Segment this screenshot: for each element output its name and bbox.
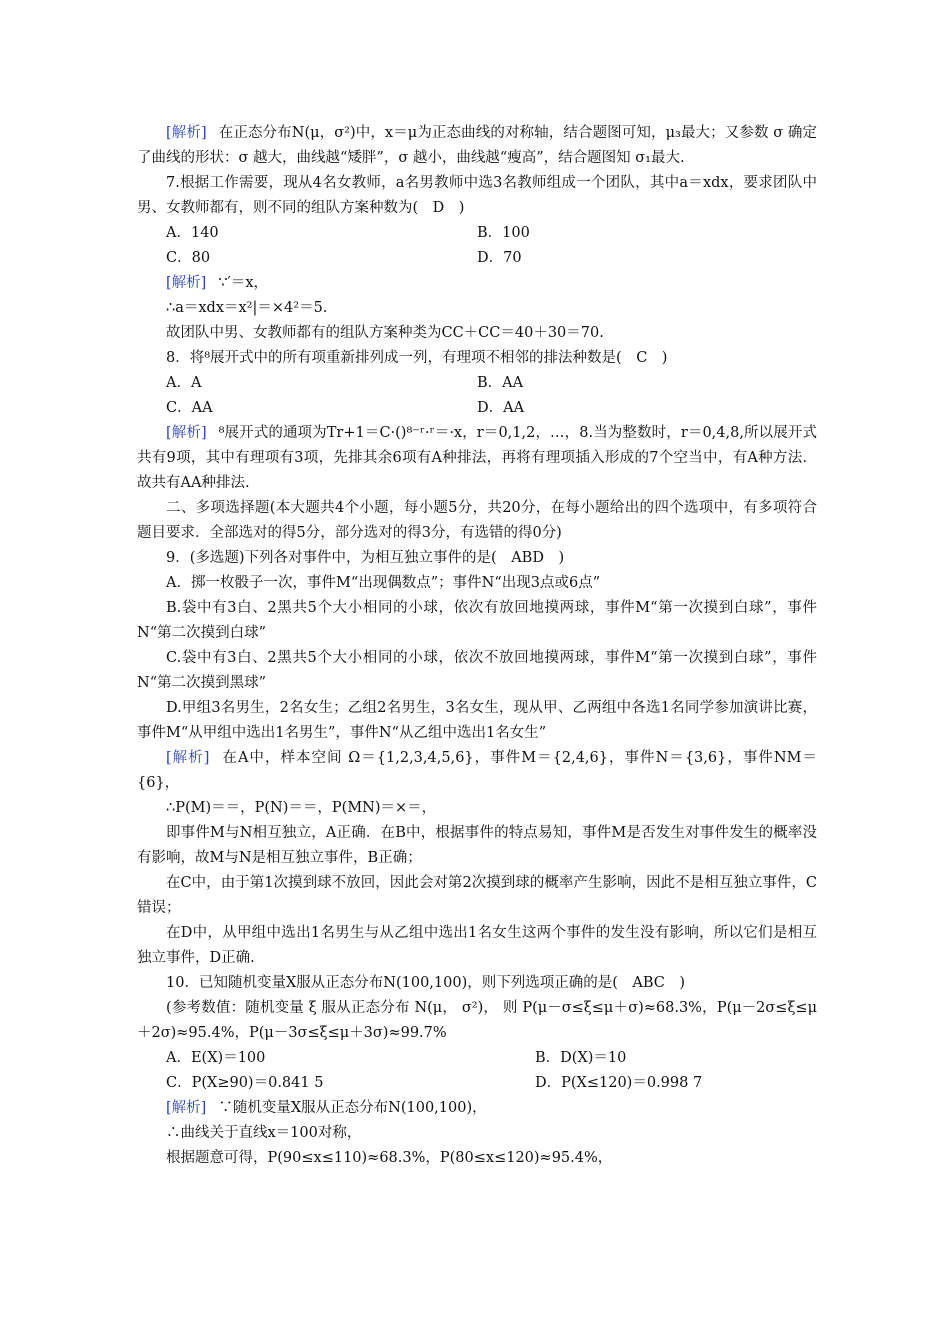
analysis-line: 根据题意可得，P(90≤x≤110)≈68.3%，P(80≤x≤120)≈95.4%， [166, 1150, 613, 1166]
analysis-q10 [137, 1096, 817, 1121]
analysis-tag: [解析] [166, 1100, 207, 1116]
q10-options-cd [137, 1071, 817, 1096]
option-d: D．AA [477, 400, 525, 416]
option-c: C．P(X≥90)＝0.841 5 [166, 1075, 324, 1091]
option-b: B．D(X)＝10 [535, 1050, 627, 1066]
option-b: B．AA [477, 375, 524, 391]
option-a: A．E(X)＝100 [166, 1050, 266, 1066]
option-a: A．A [166, 375, 202, 391]
q8-options-cd [137, 396, 817, 421]
q10-options-ab [137, 1046, 817, 1071]
q9-option-a: A．掷一枚骰子一次，事件M“出现偶数点”；事件N“出现3点或6点” [166, 575, 601, 591]
analysis-tag: [解析] [166, 425, 207, 441]
question-9: 9．(多选题)下列各对事件中，为相互独立事件的是( ABD ) [166, 550, 565, 566]
analysis-paragraph: 即事件M与N相互独立，A正确．在B中，根据事件的特点易知，事件M是否发生对事件发生的概率没有影响，故M与N是相互独立事件，B正确； [137, 825, 817, 866]
analysis-text: ∵′＝x， [218, 275, 269, 291]
analysis-q7 [137, 271, 817, 296]
analysis-q6 [137, 121, 817, 171]
document-page [137, 121, 817, 1171]
q9-option-d: D.甲组3名男生，2名女生；乙组2名男生，3名女生，现从甲、乙两组中各选1名同学参加演讲比赛，事件M“从甲组中选出1名男生”，事件N“从乙组中选出1名女生” [137, 700, 817, 741]
q9-option-c: C.袋中有3白、2黑共5个大小相同的小球，依次不放回地摸两球，事件M“第一次摸到白球”，事件N“第二次摸到黑球” [137, 650, 817, 691]
question-10: 10．已知随机变量X服从正态分布N(100,100)，则下列选项正确的是( ABC ) [166, 975, 686, 991]
option-d: D．70 [477, 250, 522, 266]
analysis-line: ∴a＝xdx＝x²|＝×4²＝5. [166, 300, 328, 316]
analysis-text: ⁸展开式的通项为Tr+1＝C·()⁸⁻ʳ·ʳ＝·x，r＝0,1,2，…，8.当为整数时，r＝0,4,8,所以展开式共有9项，其中有理项有3项，先排其余6项有A种排法，再将有理项插入形成的7个空当中，有A种方法．故共有AA种排法. [137, 425, 817, 491]
q9-option-b: B.袋中有3白、2黑共5个大小相同的小球，依次有放回地摸两球，事件M“第一次摸到白球”，事件N“第二次摸到白球” [137, 600, 817, 641]
option-c: C．80 [166, 250, 211, 266]
section-heading-multiple-choice: 二、多项选择题(本大题共4个小题，每小题5分，共20分，在每小题给出的四个选项中，有多项符合题目要求．全部选对的得5分，部分选对的得3分，有选错的得0分) [137, 500, 817, 541]
analysis-q8 [137, 421, 817, 496]
analysis-paragraph: 在C中，由于第1次摸到球不放回，因此会对第2次摸到球的概率产生影响，因此不是相互独立事件，C错误； [137, 875, 817, 916]
analysis-q9 [137, 746, 817, 796]
analysis-tag: [解析] [166, 275, 207, 291]
analysis-tag: [解析] [166, 750, 210, 766]
question-7: 7.根据工作需要，现从4名女教师，a名男教师中选3名教师组成一个团队，其中a＝xdx，要求团队中男、女教师都有，则不同的组队方案种数为( D ) [137, 175, 817, 216]
analysis-text: 在正态分布N(μ，σ²)中，x＝μ为正态曲线的对称轴，结合题图可知，μ₃最大；又参数 σ 确定了曲线的形状：σ 越大，曲线越“矮胖”，σ 越小，曲线越“瘦高”，结合题图知 σ₁最大. [137, 125, 817, 166]
option-c: C．AA [166, 400, 213, 416]
option-a: A．140 [166, 225, 219, 241]
q10-reference-values: (参考数值：随机变量 ξ 服从正态分布 N(μ， σ²)， 则 P(μ－σ≤ξ≤μ＋σ)≈68.3%，P(μ－2σ≤ξ≤μ＋2σ)≈95.4%，P(μ－3σ≤ξ≤μ＋3σ)≈99.7% [137, 1000, 817, 1041]
analysis-line: 故团队中男、女教师都有的组队方案种类为CC＋CC＝40＋30＝70. [166, 325, 604, 341]
analysis-paragraph: 在D中，从甲组中选出1名男生与从乙组中选出1名女生这两个事件的发生没有影响，所以它们是相互独立事件，D正确. [137, 925, 817, 966]
analysis-tag: [解析] [166, 125, 207, 141]
option-d: D．P(X≤120)＝0.998 7 [535, 1075, 703, 1091]
option-b: B．100 [477, 225, 530, 241]
analysis-text: ∵随机变量X服从正态分布N(100,100)， [218, 1100, 487, 1116]
analysis-line: ∴曲线关于直线x＝100对称， [166, 1125, 362, 1141]
analysis-text: 在A中，样本空间 Ω＝{1,2,3,4,5,6}，事件M＝{2,4,6}，事件N＝{3,6}，事件NM＝{6}， [137, 750, 817, 791]
q7-options-ab [137, 221, 817, 246]
q8-options-ab [137, 371, 817, 396]
question-8: 8．将⁸展开式中的所有项重新排列成一列，有理项不相邻的排法种数是( C ) [166, 350, 668, 366]
analysis-line: ∴P(M)＝＝，P(N)＝＝，P(MN)＝×＝， [166, 800, 437, 816]
q7-options-cd [137, 246, 817, 271]
